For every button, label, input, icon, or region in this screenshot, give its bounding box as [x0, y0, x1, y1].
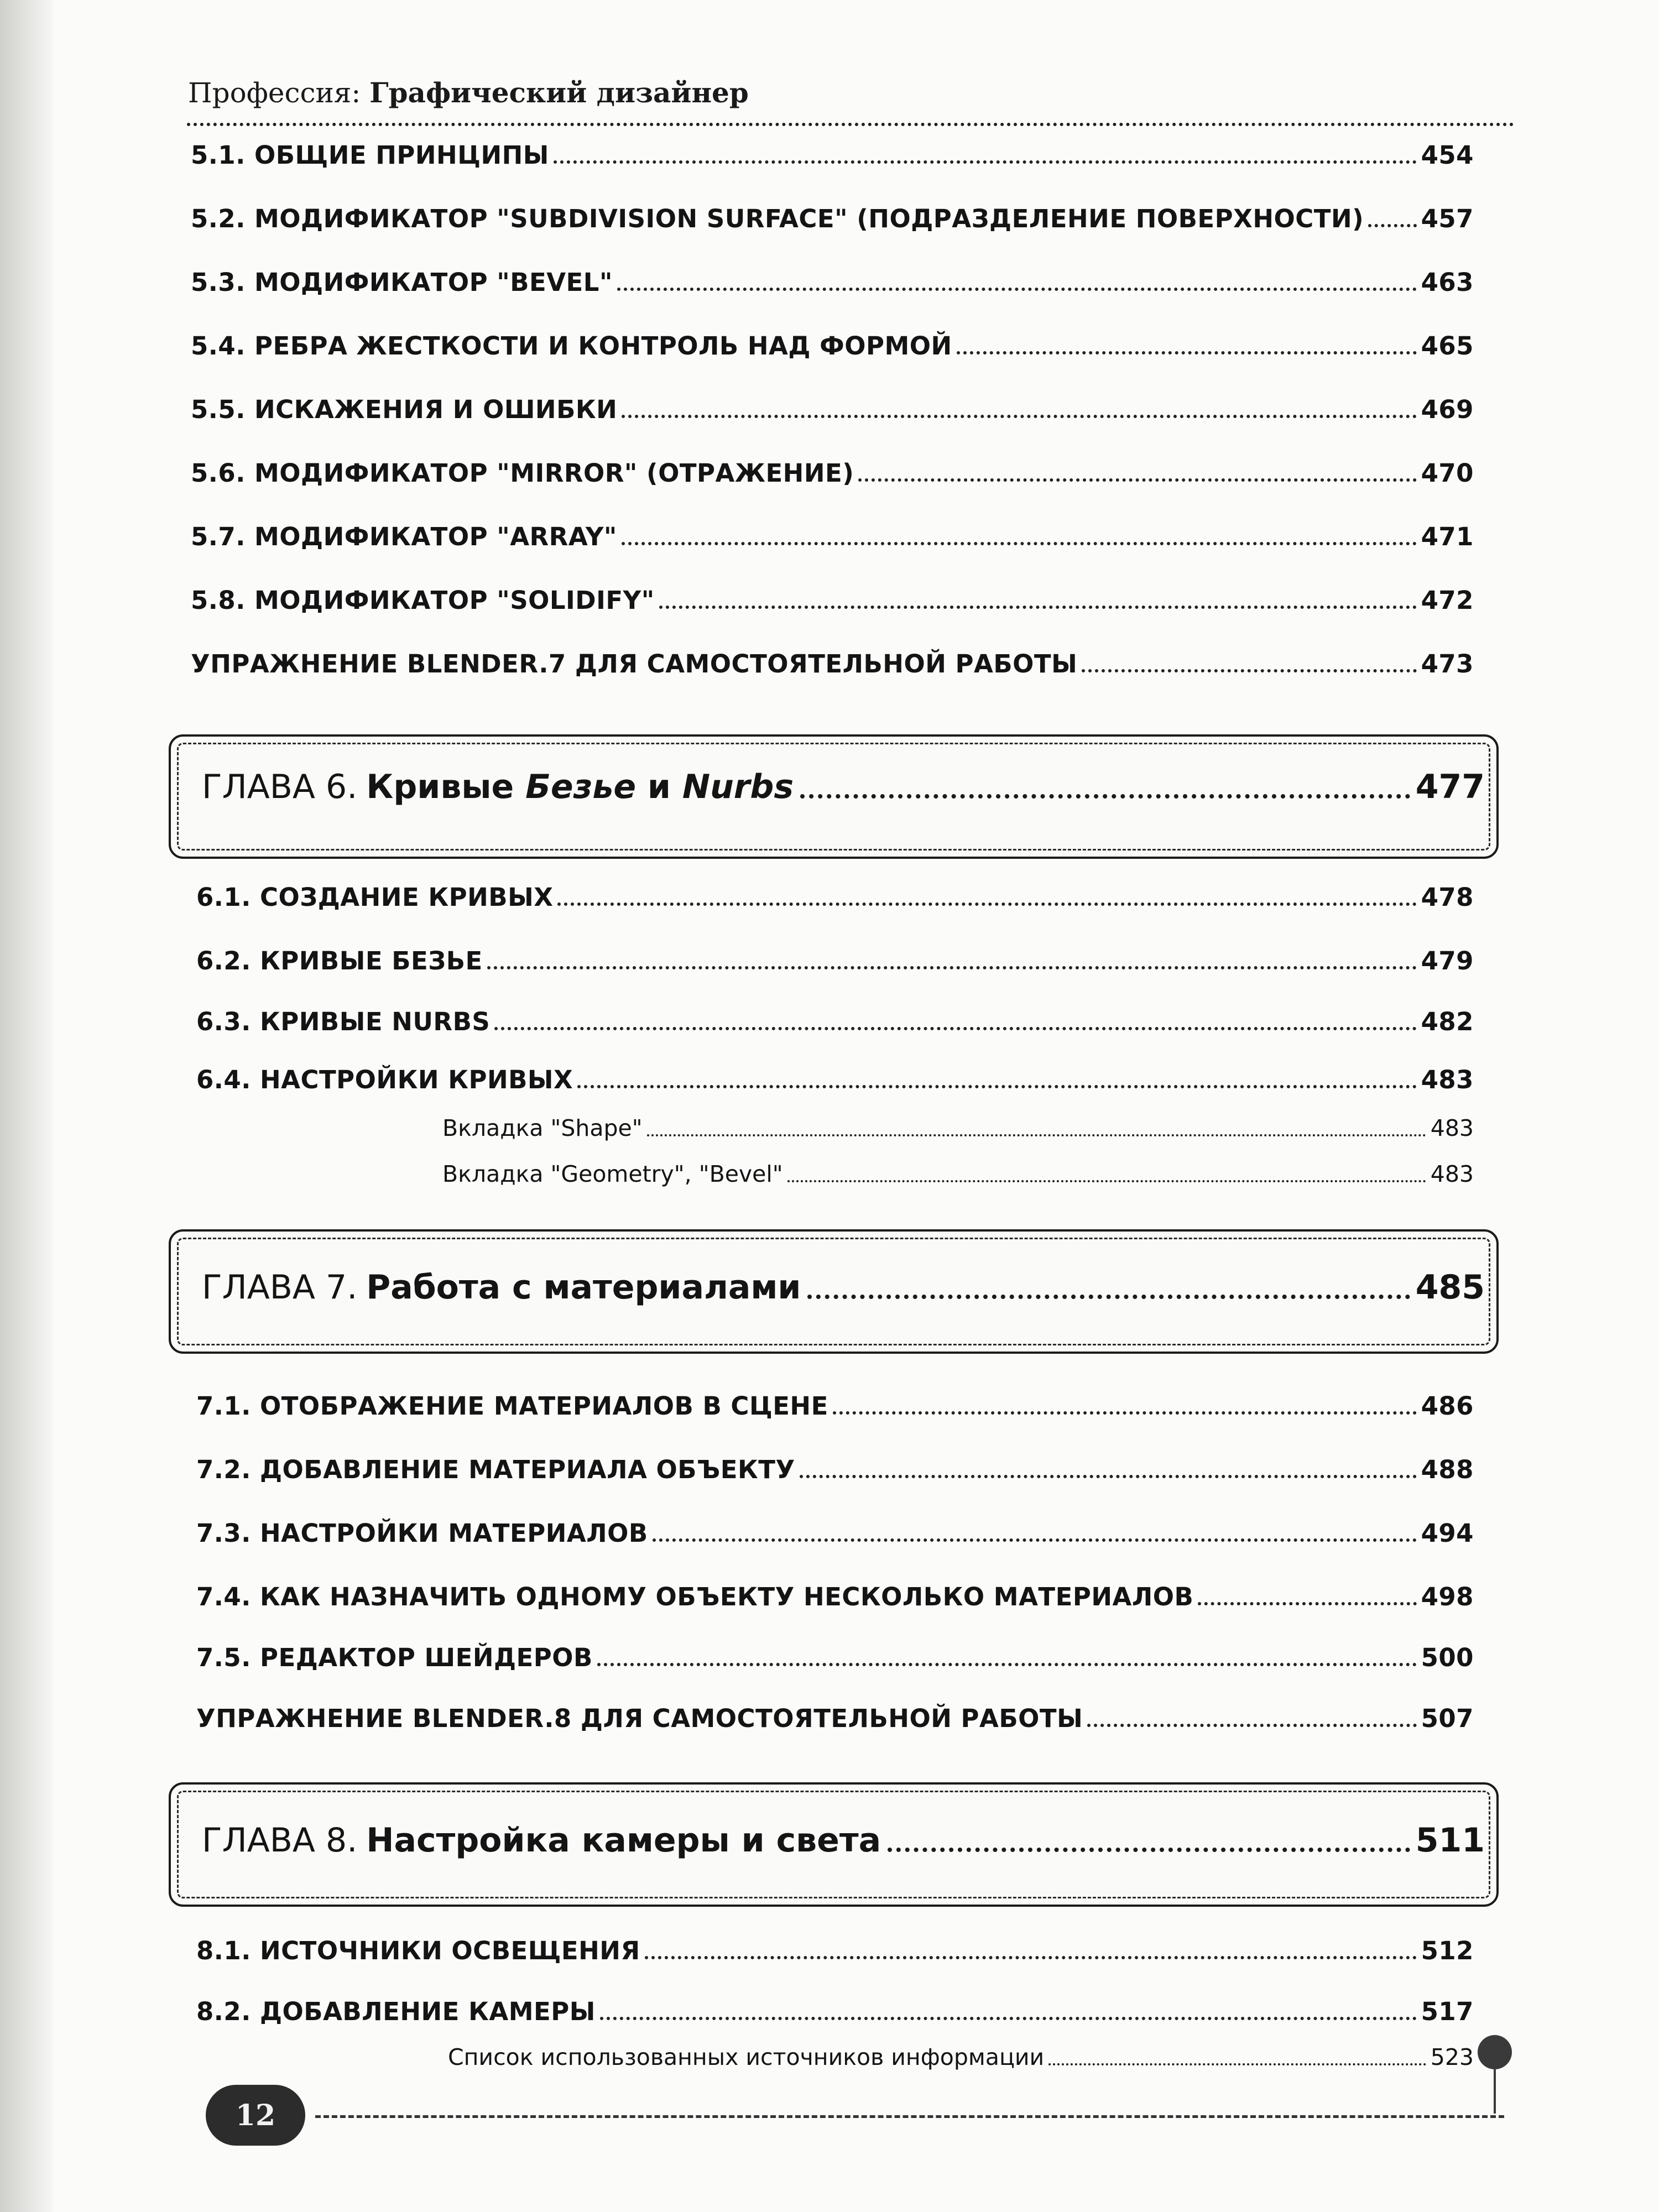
dot-leader: [957, 351, 1417, 354]
toc-entry[interactable]: 5.7. МОДИФИКАТОР "ARRAY" 471: [191, 522, 1474, 551]
toc-entry[interactable]: 7.1. ОТОБРАЖЕНИЕ МАТЕРИАЛОВ В СЦЕНЕ 486: [196, 1391, 1474, 1421]
dot-leader: [622, 542, 1417, 545]
dot-leader: [622, 415, 1416, 418]
chapter-heading[interactable]: ГЛАВА 8. Настройка камеры и света 511: [202, 1821, 1485, 1860]
toc-entry[interactable]: 5.1. ОБЩИЕ ПРИНЦИПЫ 454: [191, 140, 1474, 170]
dot-leader: [1048, 2063, 1426, 2065]
corner-dot: [1478, 2035, 1512, 2069]
page-number-badge: [206, 2085, 305, 2146]
toc-subentry[interactable]: Вкладка "Shape" 483: [442, 1115, 1474, 1141]
toc-entry[interactable]: 5.5. ИСКАЖЕНИЯ И ОШИБКИ 469: [191, 395, 1474, 424]
dot-leader: [800, 794, 1410, 799]
toc-entry[interactable]: УПРАЖНЕНИЕ BLENDER.7 ДЛЯ САМОСТОЯТЕЛЬНОЙ РАБОТЫ 473: [191, 649, 1474, 679]
toc-entry[interactable]: 5.4. РЕБРА ЖЕСТКОСТИ И КОНТРОЛЬ НАД ФОРМОЙ 465: [191, 331, 1474, 361]
toc-entry[interactable]: 6.4. НАСТРОЙКИ КРИВЫХ 483: [196, 1065, 1474, 1094]
dot-leader: [487, 966, 1417, 969]
dot-leader: [600, 2017, 1417, 2020]
dot-leader: [833, 1411, 1417, 1415]
chapter-heading[interactable]: ГЛАВА 6. Кривые Безье и Nurbs 477: [202, 768, 1485, 806]
toc-entry[interactable]: 7.4. КАК НАЗНАЧИТЬ ОДНОМУ ОБЪЕКТУ НЕСКОЛЬКО МАТЕРИАЛОВ 498: [196, 1582, 1474, 1611]
toc-entry[interactable]: 5.2. МОДИФИКАТОР "SUBDIVISION SURFACE" (ПОДРАЗДЕЛЕНИЕ ПОВЕРХНОСТИ) 457: [191, 204, 1474, 233]
toc-entry[interactable]: 6.1. СОЗДАНИЕ КРИВЫХ 478: [196, 883, 1474, 912]
toc-subentry[interactable]: Вкладка "Geometry", "Bevel" 483: [442, 1161, 1474, 1187]
dot-leader: [1082, 669, 1416, 672]
dot-leader: [647, 1134, 1426, 1136]
toc-entry[interactable]: 5.3. МОДИФИКАТОР "BEVEL" 463: [191, 268, 1474, 297]
toc-entry[interactable]: 5.6. МОДИФИКАТОР "MIRROR" (ОТРАЖЕНИЕ) 470: [191, 458, 1474, 488]
footer-divider: [315, 2115, 1504, 2118]
dot-leader: [1368, 224, 1416, 227]
toc-subentry[interactable]: Список использованных источников информации 523: [448, 2044, 1474, 2070]
chapter-heading[interactable]: ГЛАВА 7. Работа с материалами 485: [202, 1268, 1485, 1307]
toc-entry[interactable]: 7.2. ДОБАВЛЕНИЕ МАТЕРИАЛА ОБЪЕКТУ 488: [196, 1455, 1474, 1484]
header-title: Графический дизайнер: [369, 76, 749, 109]
page-number: 12: [235, 2098, 276, 2132]
dot-leader: [577, 1085, 1416, 1088]
dot-leader: [617, 288, 1417, 291]
toc-entry[interactable]: 7.3. НАСТРОЙКИ МАТЕРИАЛОВ 494: [196, 1519, 1474, 1548]
toc-entry[interactable]: 8.1. ИСТОЧНИКИ ОСВЕЩЕНИЯ 512: [196, 1936, 1474, 1965]
dot-leader: [787, 1180, 1426, 1182]
dot-leader: [557, 902, 1416, 906]
dot-leader: [807, 1295, 1410, 1299]
toc-entry[interactable]: 8.2. ДОБАВЛЕНИЕ КАМЕРЫ 517: [196, 1997, 1474, 2026]
dot-leader: [659, 606, 1417, 609]
dot-leader: [653, 1538, 1417, 1542]
dot-leader: [1087, 1724, 1416, 1727]
dot-leader: [597, 1663, 1417, 1666]
header-divider: [187, 123, 1514, 126]
toc-entry[interactable]: УПРАЖНЕНИЕ BLENDER.8 ДЛЯ САМОСТОЯТЕЛЬНОЙ РАБОТЫ 507: [196, 1704, 1474, 1733]
dot-leader: [800, 1475, 1417, 1478]
toc-entry[interactable]: 6.3. КРИВЫЕ NURBS 482: [196, 1007, 1474, 1036]
dot-leader: [645, 1956, 1417, 1959]
dot-leader: [1198, 1602, 1416, 1605]
toc-entry[interactable]: 5.8. МОДИФИКАТОР "SOLIDIFY" 472: [191, 586, 1474, 615]
toc-entry[interactable]: 7.5. РЕДАКТОР ШЕЙДЕРОВ 500: [196, 1643, 1474, 1672]
corner-stem: [1494, 2069, 1496, 2114]
toc-entry[interactable]: 6.2. КРИВЫЕ БЕЗЬЕ 479: [196, 946, 1474, 975]
header-prefix: Профессия:: [188, 77, 370, 109]
running-header: [188, 76, 749, 109]
dot-leader: [494, 1027, 1416, 1030]
dot-leader: [888, 1848, 1410, 1852]
dot-leader: [554, 160, 1417, 164]
dot-leader: [858, 478, 1416, 482]
